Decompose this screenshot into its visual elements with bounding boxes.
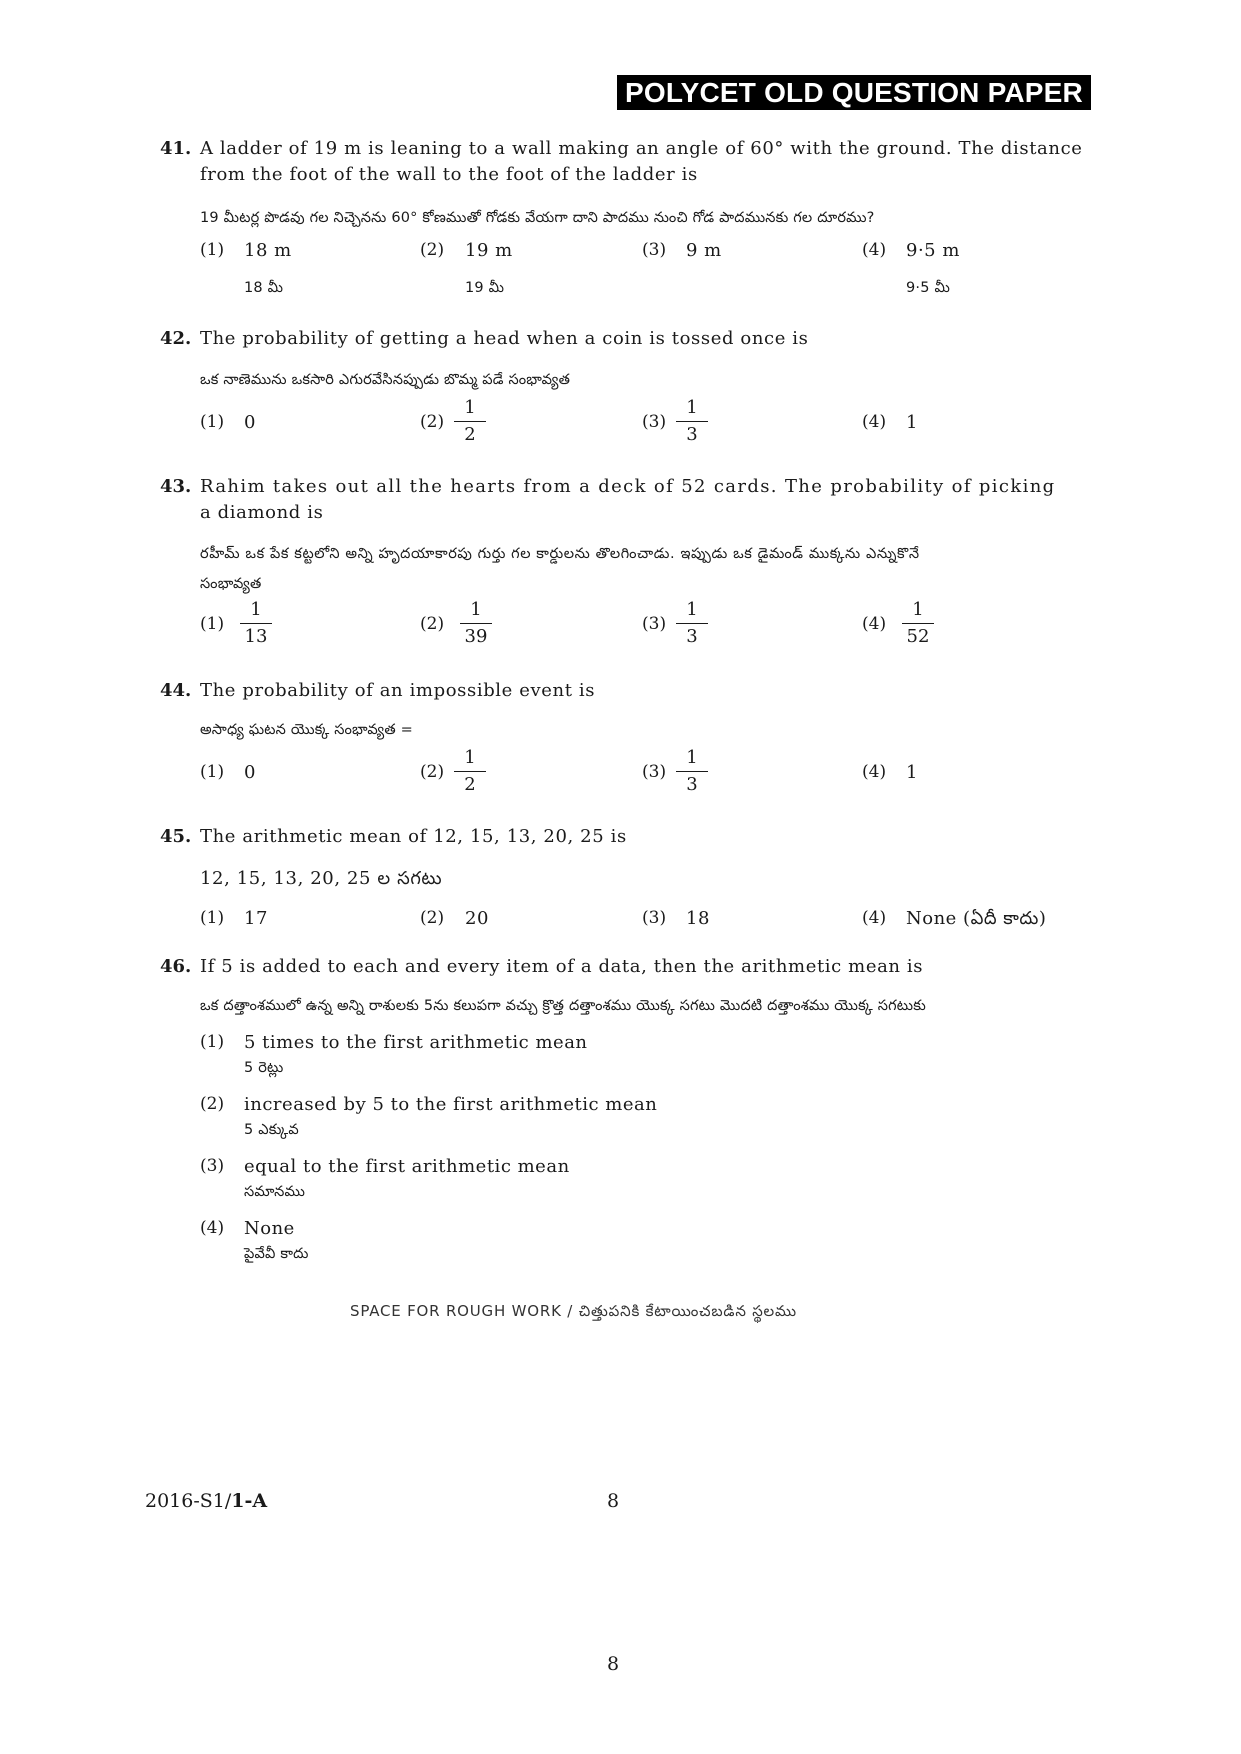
fraction-bar	[902, 623, 934, 624]
fraction-numerator: 1	[686, 599, 698, 620]
question-number: 43.	[160, 476, 192, 497]
fraction-denominator: 3	[686, 774, 698, 795]
option-label: (2)	[420, 240, 445, 260]
option-label: (4)	[200, 1218, 225, 1238]
fraction-bar	[454, 771, 486, 772]
fraction	[456, 598, 496, 649]
question-telugu: 12, 15, 13, 20, 25 ల సగటు	[200, 868, 443, 889]
fraction-bar	[460, 623, 492, 624]
option-label: (4)	[862, 614, 887, 634]
fraction-denominator: 3	[686, 424, 698, 445]
option-telugu: 18 మీ	[244, 280, 284, 296]
fraction-numerator: 1	[686, 397, 698, 418]
option-value: 0	[244, 412, 256, 433]
fraction-numerator: 1	[464, 397, 476, 418]
option-label: (3)	[642, 614, 667, 634]
fraction	[898, 598, 938, 649]
option-value: 18 m	[244, 240, 292, 261]
question-telugu-line2: సంభావ్యత	[200, 576, 262, 592]
question-telugu: ఒక దత్తాంశములో ఉన్న అన్ని రాశులకు 5ను కలుపగా వచ్చు క్రొత్త దత్తాంశము యొక్క సగటు మొదటి దత్తాంశము యొక్క సగటుకు	[200, 998, 926, 1014]
fraction-bar	[454, 421, 486, 422]
fraction	[672, 598, 712, 649]
rough-work-label: SPACE FOR ROUGH WORK / చిత్తుపనికి కేటాయించబడిన స్థలము	[350, 1302, 797, 1320]
option-telugu: 5 ఎక్కువ	[244, 1122, 299, 1138]
question-text: The arithmetic mean of 12, 15, 13, 20, 25 is	[200, 826, 627, 847]
option-label: (2)	[200, 1094, 225, 1114]
option-label: (4)	[862, 762, 887, 782]
option-label: (4)	[862, 908, 887, 928]
paper-code-prefix: 2016-S1/	[145, 1490, 232, 1512]
fraction-numerator: 1	[470, 599, 482, 620]
question-text-line2: a diamond is	[200, 502, 324, 523]
fraction-bar	[676, 623, 708, 624]
fraction-bar	[676, 771, 708, 772]
question-telugu: 19 మీటర్ల పొడవు గల నిచ్చెనను 60° కోణముతో గోడకు వేయగా దాని పాదము నుంచి గోడ పాదమునకు గల దూరము?	[200, 210, 875, 226]
option-value: increased by 5 to the first arithmetic mean	[244, 1094, 658, 1115]
paper-code-set: 1-A	[231, 1490, 268, 1512]
option-telugu: 19 మీ	[465, 280, 505, 296]
option-telugu: పైవేవీ కాదు	[244, 1246, 309, 1262]
fraction	[672, 746, 712, 797]
fraction	[450, 746, 490, 797]
option-label: (3)	[642, 762, 667, 782]
option-value: 5 times to the first arithmetic mean	[244, 1032, 588, 1053]
fraction-bar	[676, 421, 708, 422]
question-text: If 5 is added to each and every item of a data, then the arithmetic mean is	[200, 956, 924, 977]
fraction-numerator: 1	[464, 747, 476, 768]
option-label: (2)	[420, 762, 445, 782]
option-label: (1)	[200, 240, 225, 260]
fraction-numerator: 1	[686, 747, 698, 768]
question-telugu-line1: రహీమ్ ఒక పేక కట్టలోని అన్ని హృదయాకారపు గుర్తు గల కార్డులను తొలగించాడు. ఇప్పుడు ఒక డైమండ్ ముక్కను ఎన్నుకొనే	[200, 546, 920, 562]
fraction-numerator: 1	[250, 599, 262, 620]
option-value: 1	[906, 412, 918, 433]
question-text: The probability of an impossible event is	[200, 680, 596, 701]
question-text-line1: Rahim takes out all the hearts from a deck of 52 cards. The probability of picking	[200, 476, 1056, 497]
option-label: (3)	[200, 1156, 225, 1176]
option-label: (2)	[420, 412, 445, 432]
option-telugu: 9·5 మీ	[906, 280, 951, 296]
option-label: (2)	[420, 908, 445, 928]
question-telugu: అసాధ్య ఘటన యొక్క సంభావ్యత =	[200, 722, 413, 738]
question-text: The probability of getting a head when a coin is tossed once is	[200, 328, 809, 349]
option-value: 18	[686, 908, 710, 929]
header-banner: POLYCET OLD QUESTION PAPER	[617, 75, 1091, 110]
option-value: None	[244, 1218, 295, 1239]
fraction-denominator: 2	[464, 424, 476, 445]
option-value: 9·5 m	[906, 240, 960, 261]
option-label: (1)	[200, 762, 225, 782]
option-value: 9 m	[686, 240, 722, 261]
fraction-denominator: 39	[464, 626, 488, 647]
fraction-bar	[240, 623, 272, 624]
option-label: (2)	[420, 614, 445, 634]
page-number: 8	[607, 1490, 620, 1512]
question-text-line2: from the foot of the wall to the foot of the ladder is	[200, 164, 698, 185]
option-label: (4)	[862, 412, 887, 432]
fraction-numerator: 1	[912, 599, 924, 620]
option-value: 19 m	[465, 240, 513, 261]
question-number: 45.	[160, 826, 192, 847]
fraction-denominator: 3	[686, 626, 698, 647]
question-number: 46.	[160, 956, 192, 977]
question-number: 42.	[160, 328, 192, 349]
fraction-denominator: 2	[464, 774, 476, 795]
option-value: equal to the first arithmetic mean	[244, 1156, 570, 1177]
question-telugu: ఒక నాణెమును ఒకసారి ఎగురవేసినప్పుడు బొమ్మ పడే సంభావ్యత	[200, 372, 571, 388]
option-label: (3)	[642, 908, 667, 928]
option-telugu: సమానము	[244, 1184, 306, 1200]
question-text-line1: A ladder of 19 m is leaning to a wall making an angle of 60° with the ground. The distance	[200, 138, 1083, 159]
option-value: 20	[465, 908, 489, 929]
fraction-denominator: 52	[906, 626, 930, 647]
question-number: 41.	[160, 138, 192, 159]
option-telugu: 5 రెట్లు	[244, 1060, 284, 1076]
option-label: (3)	[642, 412, 667, 432]
paper-code	[145, 1490, 267, 1512]
option-label: (1)	[200, 908, 225, 928]
fraction-denominator: 13	[244, 626, 268, 647]
fraction	[672, 396, 712, 447]
option-label: (1)	[200, 1032, 225, 1052]
question-number: 44.	[160, 680, 192, 701]
option-value: 17	[244, 908, 268, 929]
option-label: (1)	[200, 412, 225, 432]
option-value: None (ఏదీ కాదు)	[906, 908, 1047, 929]
option-label: (3)	[642, 240, 667, 260]
option-value: 0	[244, 762, 256, 783]
option-label: (4)	[862, 240, 887, 260]
option-value: 1	[906, 762, 918, 783]
fraction	[236, 598, 276, 649]
page-number-bottom: 8	[607, 1653, 620, 1675]
option-label: (1)	[200, 614, 225, 634]
fraction	[450, 396, 490, 447]
